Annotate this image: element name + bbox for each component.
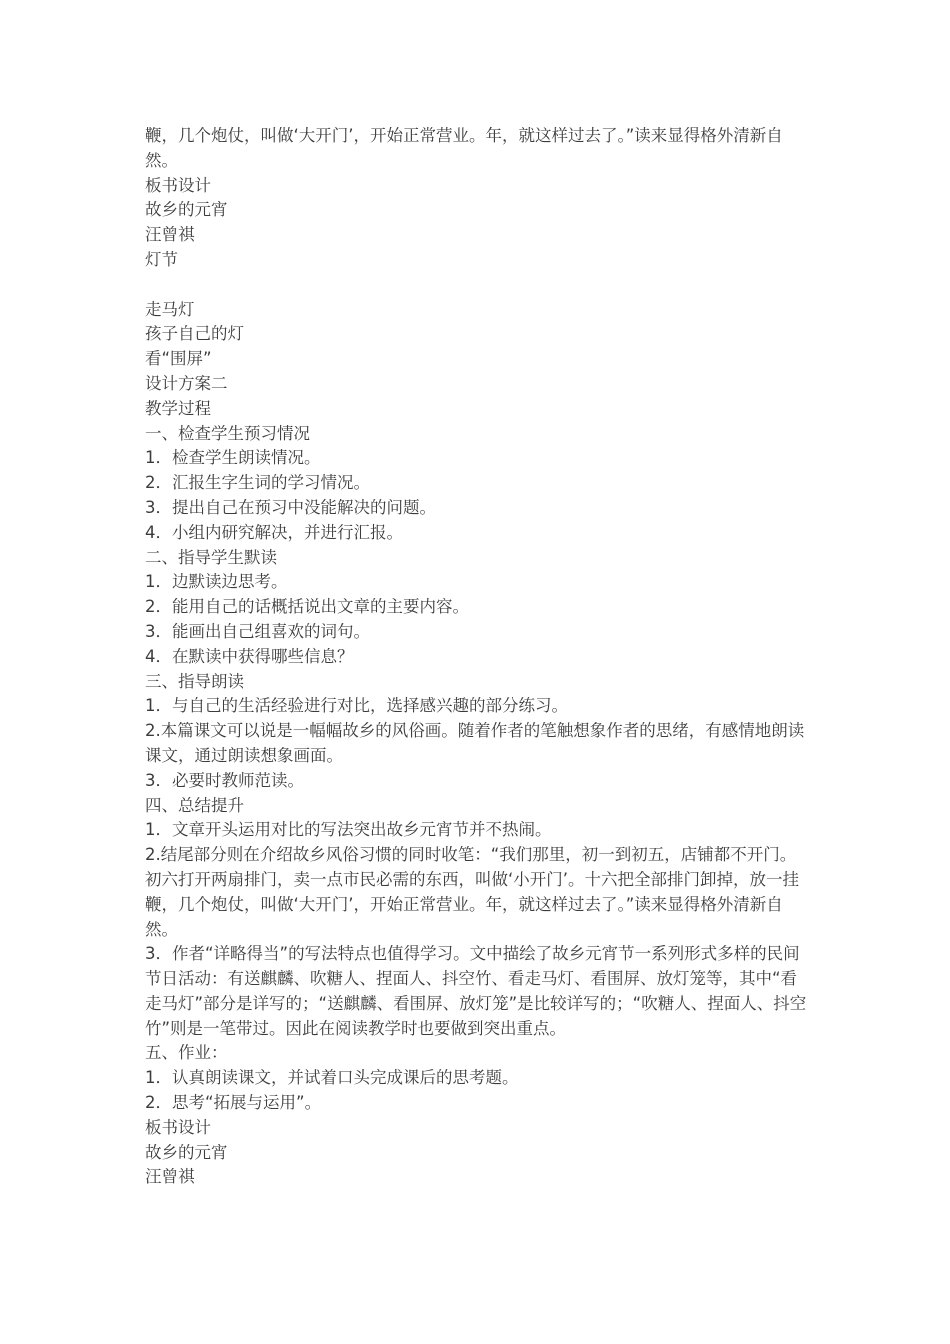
continuation-paragraph: 鞭，几个炮仗，叫做‘大开门’，开始正常营业。年，就这样过去了。”读来显得格外清新自然。	[145, 126, 783, 170]
list-item: 4．小组内研究解决，并进行汇报。	[145, 522, 403, 542]
board-author-2: 汪曾祺	[145, 1167, 195, 1187]
list-item: 1．认真朗读课文，并试着口头完成课后的思考题。	[145, 1068, 519, 1088]
board-item-revolving-lantern: 走马灯	[145, 299, 195, 319]
teaching-process-heading: 教学过程	[145, 398, 211, 418]
board-item-screen: 看“围屏”	[145, 349, 212, 369]
board-title: 故乡的元宵	[145, 200, 228, 220]
list-item: 3．提出自己在预习中没能解决的问题。	[145, 497, 436, 517]
list-item: 1．检查学生朗读情况。	[145, 448, 321, 468]
board-author: 汪曾祺	[145, 225, 195, 245]
board-design-heading: 板书设计	[145, 175, 211, 195]
board-item-lantern-festival: 灯节	[145, 249, 178, 269]
section-five-title: 五、作业：	[145, 1043, 228, 1063]
section-three-title: 三、指导朗读	[145, 671, 244, 691]
section-two-title: 二、指导学生默读	[145, 547, 277, 567]
list-item: 2.本篇课文可以说是一幅幅故乡的风俗画。随着作者的笔触想象作者的思绪，有感情地朗读课文，通过朗读想象画面。	[145, 721, 805, 765]
board-item-children-lantern: 孩子自己的灯	[145, 324, 244, 344]
list-item: 2．汇报生字生词的学习情况。	[145, 473, 370, 493]
list-item: 2．能用自己的话概括说出文章的主要内容。	[145, 597, 469, 617]
list-item: 1．文章开头运用对比的写法突出故乡元宵节并不热闹。	[145, 820, 552, 840]
list-item: 1．与自己的生活经验进行对比，选择感兴趣的部分练习。	[145, 696, 568, 716]
list-item: 3．能画出自己组喜欢的词句。	[145, 621, 370, 641]
list-item: 2．思考“拓展与运用”。	[145, 1093, 322, 1113]
blank-line	[145, 273, 810, 298]
list-item: 3．必要时教师范读。	[145, 770, 304, 790]
list-item: 3．作者“详略得当”的写法特点也值得学习。文中描绘了故乡元宵节一系列形式多样的民间节日活动：有送麒麟、吹糖人、捏面人、抖空竹、看走马灯、看围屏、放灯笼等，其中“看走马灯”部分是详写的；“送麒麟、看围屏、放灯笼”是比较详写的；“吹糖人、捏面人、抖空竹”则是一笔带过。因此在阅读教学时也要做到突出重点。	[145, 944, 807, 1038]
plan-two-heading: 设计方案二	[145, 373, 228, 393]
list-item: 1．边默读边思考。	[145, 572, 288, 592]
board-design-heading-2: 板书设计	[145, 1117, 211, 1137]
section-one-title: 一、检查学生预习情况	[145, 423, 310, 443]
list-item: 2.结尾部分则在介绍故乡风俗习惯的同时收笔：“我们那里，初一到初五，店铺都不开门。初六打开两扇排门，卖一点市民必需的东西，叫做‘小开门’。十六把全部排门卸掉，放一挂鞭，几个炮仗，叫做‘大开门’，开始正常营业。年，就这样过去了。”读来显得格外清新自然。	[145, 845, 799, 939]
list-item: 4．在默读中获得哪些信息？	[145, 646, 354, 666]
board-title-2: 故乡的元宵	[145, 1142, 228, 1162]
section-four-title: 四、总结提升	[145, 795, 244, 815]
document-body	[145, 124, 810, 1190]
